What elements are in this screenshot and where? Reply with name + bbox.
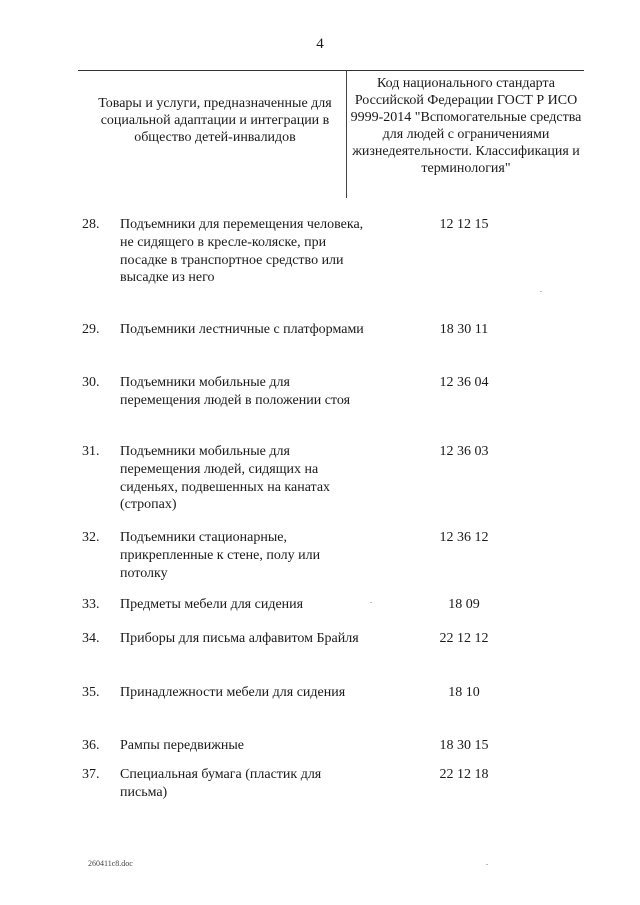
header-goods-and-services: Товары и услуги, предназначенные для социальной адаптации и интеграции в общество детей-инвалидов (98, 96, 332, 145)
row-number: 36. (82, 738, 100, 753)
row-standard-code: 18 10 (448, 685, 480, 700)
scan-speck (370, 602, 372, 603)
row-item-name: Подъемники для перемещения человека, не сидящего в кресле-коляске, при посадке в транспортное средство или высадке из него (120, 217, 364, 286)
row-standard-code: 18 30 11 (439, 322, 489, 337)
row-number: 32. (82, 530, 100, 545)
row-standard-code: 12 36 12 (439, 530, 489, 545)
row-standard-code: 12 12 15 (439, 217, 489, 232)
row-item-name: Подъемники стационарные, прикрепленные к стене, полу или потолку (120, 530, 321, 581)
document-filename: 260411c8.doc (88, 859, 133, 868)
row-standard-code: 12 36 04 (439, 375, 489, 390)
row-item-name: Принадлежности мебели для сидения (120, 685, 346, 700)
row-number: 33. (82, 597, 100, 612)
row-standard-code: 18 30 15 (439, 738, 489, 753)
row-item-name: Подъемники лестничные с платформами (120, 322, 364, 337)
row-number: 29. (82, 322, 100, 337)
row-standard-code: 22 12 12 (439, 631, 489, 646)
row-number: 35. (82, 685, 100, 700)
row-standard-code: 22 12 18 (439, 767, 489, 782)
row-number: 37. (82, 767, 100, 782)
row-item-name: Рампы передвижные (120, 738, 245, 753)
row-number: 34. (82, 631, 100, 646)
row-item-name: Подъемники мобильные для перемещения людей в положении стоя (120, 375, 351, 408)
row-item-name: Приборы для письма алфавитом Брайля (120, 631, 359, 646)
row-number: 31. (82, 444, 100, 459)
scan-speck (486, 864, 488, 865)
row-number: 28. (82, 217, 100, 232)
row-standard-code: 12 36 03 (439, 444, 489, 459)
row-item-name: Предметы мебели для сидения (120, 597, 304, 612)
header-standard-code: Код национального стандарта Российской Федерации ГОСТ Р ИСО 9999-2014 "Вспомогательные средства для людей с ограничениями жизнедеятельности. Классификация и терминология" (350, 76, 582, 176)
row-item-name: Подъемники мобильные для перемещения людей, сидящих на сиденьях, подвешенных на канатах (стропах) (120, 444, 331, 513)
page-number: 4 (316, 36, 324, 52)
table-top-rule (78, 70, 584, 71)
row-standard-code: 18 09 (448, 597, 480, 612)
header-column-divider (346, 70, 347, 198)
row-item-name: Специальная бумага (пластик для письма) (120, 767, 322, 800)
scan-speck (540, 291, 542, 292)
row-number: 30. (82, 375, 100, 390)
